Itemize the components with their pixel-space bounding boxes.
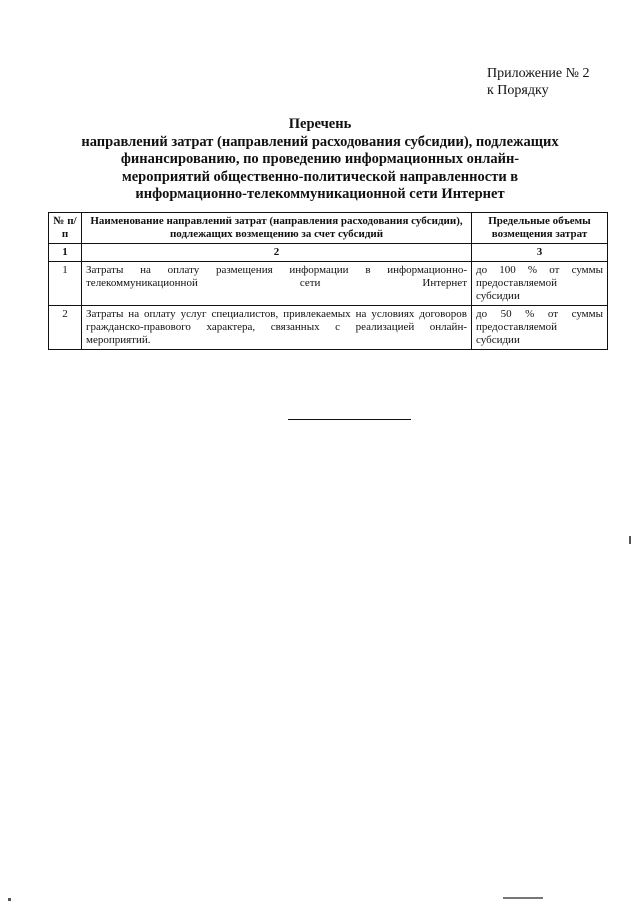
title-heading: Перечень <box>288 116 352 132</box>
document-title <box>70 116 570 204</box>
scan-artifact <box>8 898 11 901</box>
header-limit: Предельные объемы возмещения затрат <box>472 213 608 244</box>
expense-table <box>48 212 608 350</box>
row-expense-name: Затраты на оплату услуг специалистов, привлекаемых на условиях договоров гражданско-правового характера, связанных с реализацией онлайн-мероприятий. <box>82 306 472 350</box>
scan-artifact <box>503 897 543 899</box>
title-line: мероприятий общественно-политической направленности в <box>121 168 519 185</box>
row-number: 2 <box>49 306 82 350</box>
table-row <box>49 306 608 350</box>
closing-separator-line <box>288 419 411 420</box>
table-row <box>49 262 608 306</box>
appendix-number: Приложение № 2 <box>487 66 590 81</box>
row-limit: до 100 % от суммы предоставляемой субсидии <box>472 262 608 306</box>
row-expense-name: Затраты на оплату размещения информации в информационно-телекоммуникационной сети Интернет <box>82 262 472 306</box>
column-number: 1 <box>49 244 82 262</box>
title-line: информационно-телекоммуникационной сети Интернет <box>135 186 505 202</box>
column-number: 2 <box>82 244 472 262</box>
title-line: финансированию, по проведению информационных онлайн- <box>120 151 520 167</box>
table-header-row <box>49 213 608 244</box>
header-expense-name: Наименование направлений затрат (направления расходования субсидии), подлежащих возмещению за счет субсидий <box>82 213 472 244</box>
header-number: № п/п <box>49 213 82 244</box>
title-line: направлений затрат (направлений расходования субсидии), подлежащих <box>81 133 559 150</box>
column-number-row <box>49 244 608 262</box>
column-number: 3 <box>472 244 608 262</box>
appendix-label <box>487 65 590 99</box>
row-number: 1 <box>49 262 82 306</box>
appendix-reference: к Порядку <box>487 83 549 98</box>
scan-artifact <box>629 536 631 544</box>
row-limit: до 50 % от суммы предоставляемой субсидии <box>472 306 608 350</box>
